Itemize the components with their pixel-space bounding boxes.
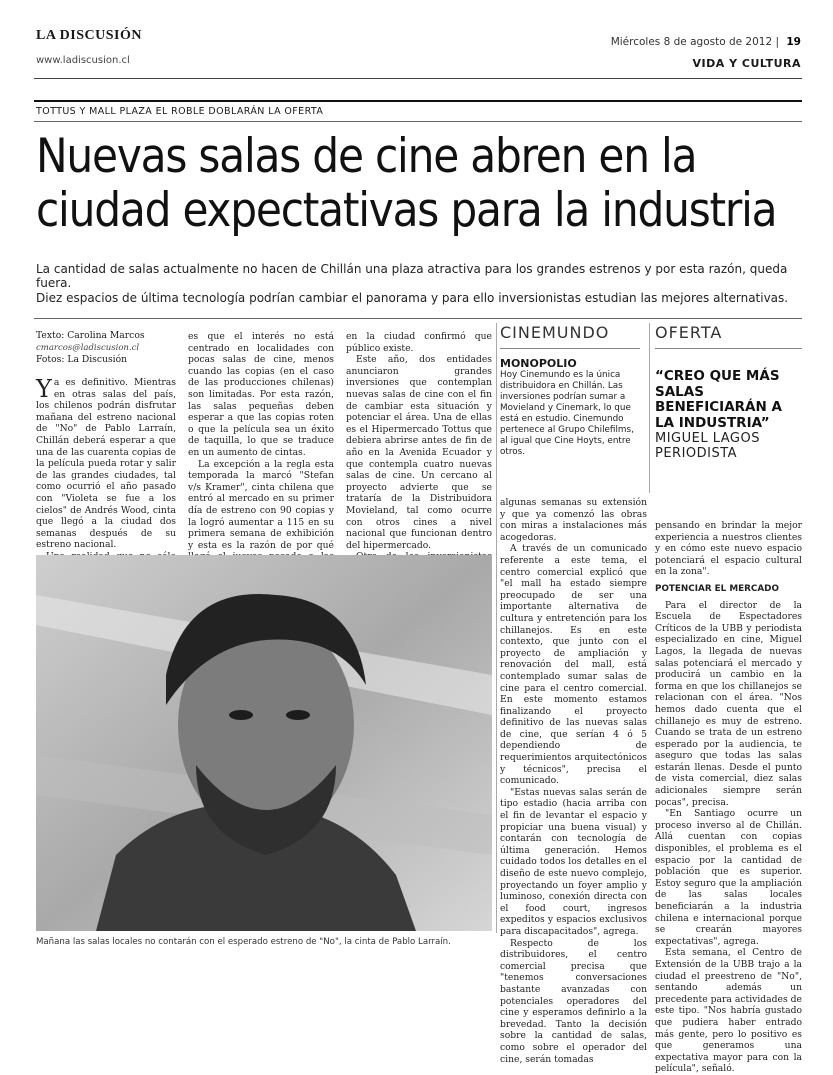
photo-caption: Mañana las salas locales no contarán con el esperado estreno de "No", la cinta de Pablo Larraín. (36, 937, 451, 947)
drop-cap: Y (36, 375, 52, 403)
col5-p0: pensando en brindar la mejor experiencia a nuestros clientes y en cómo este nuevo espacio potenciará el espacio cultural en la zona". (655, 520, 802, 578)
photo-credit: Fotos: La Discusión (36, 354, 128, 365)
cinemundo-sidebar (500, 323, 640, 458)
col2-p2: La excepción a la regla esta temporada la marcó "Stefan v/s Kramer", cinta chilena que entró al mercado en su primer día de estreno con 90 copias y la logró aumentar a 115 en su primera semana de exhibición y esta es la razón de por qué (188, 458, 334, 551)
credits (36, 330, 176, 366)
body-column-5 (655, 520, 802, 1075)
col5-p1: Para el director de la Escuela de Espectadores Críticos de la UBB y periodista especializado en cine, Miguel Lagos, la llegada de nuevas salas potenciará el mercado y producirá un cambio en la forma en que los chillanejos se relacionan con el área. "Nos hemos dado cuenta que el chillanejo es muy de estreno. Cuando se trata de un estreno esperado por la audiencia, te aseguro que todas las salas estarán llenas. Desde el punto de vista comercial, diez salas adicionales siempre serán pocas", precisa. (655, 599, 802, 808)
kicker: TOTTUS Y MALL PLAZA EL ROBLE DOBLARÁN LA OFERTA (36, 106, 324, 117)
author: Texto: Carolina Marcos (36, 330, 145, 341)
headline: Nuevas salas de cine abren en la ciudad expectativas para la industria (36, 129, 777, 238)
col1-p1: a es definitivo. Mientras en otras salas del país, los chilenos podrán disfrutar mañana del estreno nacional de "No" de Pablo Larraín, Chillán deberá esperar a que una de las cuarenta copias de la película pueda rotar y salir de las grandes ciudades, tal como ocurrió el año pasado con "Violeta se fue a los cielos" de Andrés Wood, cinta que llegó a la ciudad dos semanas después de su estreno nacional. (36, 377, 176, 551)
author-email: cmarcos@ladiscusion.cl (36, 343, 140, 353)
col4-p4: Respecto de los distribuidores, el centro comercial precisa que "tenemos conversaciones bastante avanzadas con potenciales operadores del cine y esperamos definirlo a la brevedad. Tanto la decisión sobre la cantidad de salas, como sobre el operador del cine, serán tomadas (500, 937, 647, 1065)
kicker-rule (34, 121, 802, 122)
dateline: Miércoles 8 de agosto de 2012 | 19 (610, 36, 801, 48)
col5-p3: Esta semana, el Centro de Extensión de la UBB trajo a la ciudad el preestreno de "No", sentando además un precedente para actividades de este tipo. "Nos habría gustado que pudiera haber entrado más gente, pero lo positivo es que generamos una expectativa mayor para con la película", señaló. (655, 947, 802, 1075)
oferta-rule (655, 348, 802, 349)
deck-rule (34, 318, 802, 319)
cinemundo-rule (500, 348, 640, 349)
sidebar-divider (649, 323, 650, 493)
pull-quote: “CREO QUE MÁS SALAS BENEFICIARÁN A LA INDUSTRIA” (655, 368, 782, 431)
website-url[interactable]: www.ladiscusion.cl (36, 55, 130, 66)
top-rule (34, 78, 802, 79)
quote-role: PERIODISTA (655, 446, 738, 461)
header-rule (34, 100, 802, 102)
deck-1: La cantidad de salas actualmente no hacen de Chillán una plaza atractiva para los grandes estrenos y por esta razón, queda fuera. (36, 262, 788, 290)
col4-p3: "Estas nuevas salas serán de tipo estadio (hacia arriba con el fin de levantar el espacio y propiciar una buena visual) y contarán con tecnología de última generación. Hemos cuidado todos los detalles en el diseño de este nuevo complejo, proyectando un foyer amplio y luminoso, conexión directa con el food court, ingresos expeditos y espacios exclusivos para discapacitados", agrega. (500, 786, 647, 937)
quote-author: MIGUEL LAGOS (655, 431, 760, 446)
cinemundo-title: CINEMUNDO (500, 323, 610, 342)
oferta-sidebar (655, 323, 802, 461)
body-column-4 (500, 497, 647, 1065)
portrait-illustration (36, 555, 492, 931)
cinemundo-text: Hoy Cinemundo es la única distribuidora en Chillán. Las inversiones podrían sumar a Movieland y Cinemark, lo que está en estudio. Cinemundo pertenece al Grupo Chilefilms, al igual que Cine Hoyts, entre otros. (500, 370, 634, 457)
col4-p2: A través de un comunicado referente a este tema, el centro comercial explicó que "el mall ha estado siempre preocupado de ser una importante alternativa de cultura y entretención para los chillanejos. Es en este contexto, que junto con el proyecto de ampliación y renovación del mall, está contemplado sumar salas de cine para el centro comercial. En este momento estamos finalizando el proyecto definitivo de las nuevas salas de cine, que serían 4 ó 5 dependiendo de requerimientos arquitectónicos y técnicos", precisa el comunicado. (500, 543, 647, 787)
section-label: VIDA Y CULTURA (692, 57, 801, 70)
masthead: LA DISCUSIÓN (36, 28, 142, 43)
article-photo (36, 555, 492, 931)
col4-p1: algunas semanas su extensión y que ya comenzó las obras con miras a instalaciones más acogedoras. (500, 497, 647, 543)
column-divider (496, 323, 497, 933)
col3-p1: en la ciudad confirmó que público existe. (346, 331, 492, 354)
date: Miércoles 8 de agosto de 2012 (610, 36, 773, 48)
col3-p2: Este año, dos entidades anunciaron grandes inversiones que contemplan nuevas salas de cine con el fin de cambiar esta situación y potenciar el área. Una de ellas es el Hipermercado Tottus que debiera abrirse antes de fin de año en la Avenida Ecuador y que contempla cuatro nuevas salas de cine. Un cercano al proyecto advierte que se trataría de la Distribuidora Movieland, tal como ocurre con otros cines a nivel nacional que funcionan dentro del hipermercado. (346, 354, 492, 551)
col2-p1: es que el interés no está centrado en localidades con pocas salas de cine, menos cuando las copias (en el caso de las producciones chilenas) son limitadas. Por esta razón, las salas pequeñas deben esperar a que las copias roten o que la película sea un éxito de taquilla, lo que se traduce en un aumento de cintas. (188, 331, 334, 458)
cinemundo-subtitle: MONOPOLIO (500, 357, 577, 370)
col5-p2: "En Santiago ocurre un proceso inverso al de Chillán. Allá cuentan con copias disponibles, el problema es el espacio por la cantidad de población que es superior. Estoy seguro que la ampliación de las salas locales beneficiarán a la industria chilena e internacional porque se crearán mayores expectativas", agrega. (655, 808, 802, 947)
deck-2: Diez espacios de última tecnología podrían cambiar el panorama y para ello inversionistas estudian las mejores alternativas. (36, 291, 789, 305)
oferta-title: OFERTA (655, 323, 723, 342)
page-number: 19 (786, 36, 801, 48)
subhead: POTENCIAR EL MERCADO (655, 583, 779, 594)
